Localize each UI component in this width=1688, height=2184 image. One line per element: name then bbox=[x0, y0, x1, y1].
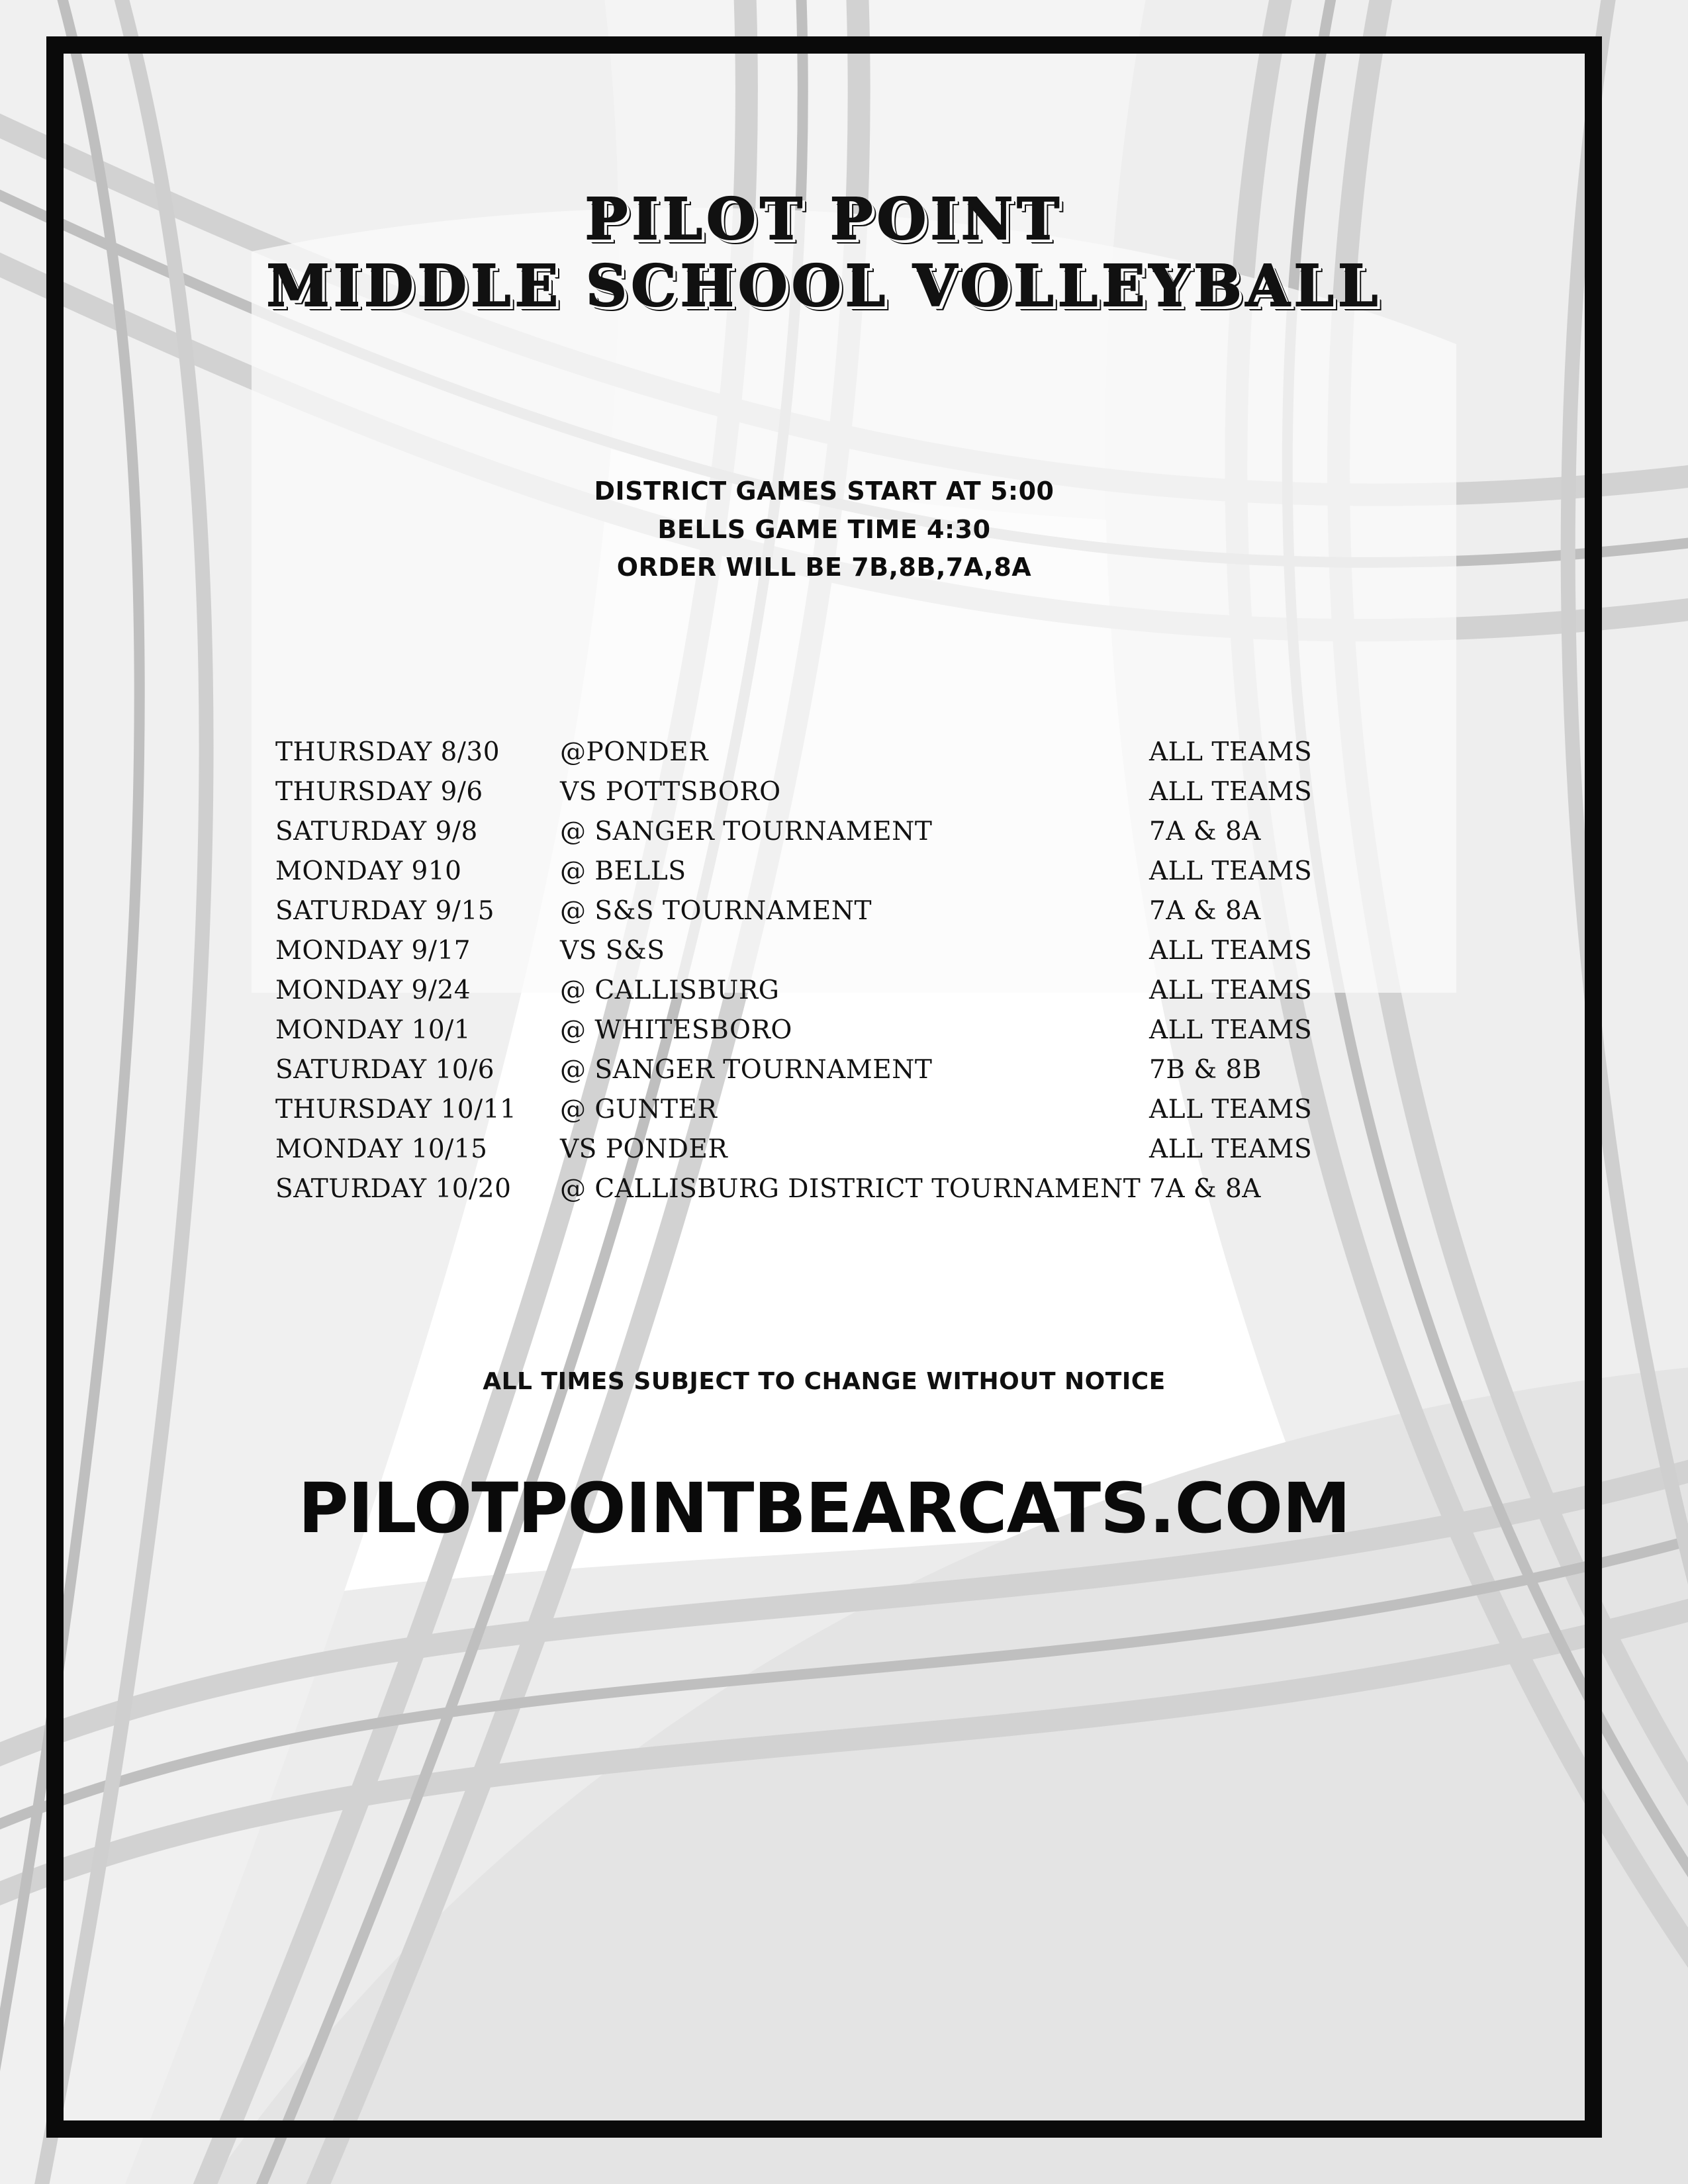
table-row bbox=[275, 852, 1361, 891]
schedule-opponent: VS S&S bbox=[560, 936, 665, 966]
schedule-date: THURSDAY 9/6 bbox=[275, 777, 483, 807]
schedule-date: SATURDAY 10/6 bbox=[275, 1055, 495, 1085]
schedule-date: MONDAY 9/24 bbox=[275, 976, 471, 1006]
schedule-date: SATURDAY 9/15 bbox=[275, 896, 495, 927]
schedule-teams: ALL TEAMS bbox=[1149, 1095, 1313, 1125]
schedule-opponent: @PONDER bbox=[560, 737, 708, 768]
schedule-date: SATURDAY 9/8 bbox=[275, 817, 478, 847]
schedule-teams: ALL TEAMS bbox=[1149, 1134, 1313, 1165]
schedule-teams: ALL TEAMS bbox=[1149, 976, 1313, 1006]
disclaimer-text: ALL TIMES SUBJECT TO CHANGE WITHOUT NOTICE bbox=[483, 1368, 1166, 1396]
schedule-table bbox=[275, 733, 1361, 1209]
website-url: PILOTPOINTBEARCATS.COM bbox=[298, 1468, 1350, 1549]
schedule-date: MONDAY 10/1 bbox=[275, 1015, 471, 1046]
schedule-teams: 7A & 8A bbox=[1149, 817, 1261, 847]
table-row bbox=[275, 931, 1361, 971]
table-row bbox=[275, 971, 1361, 1011]
schedule-opponent: @ WHITESBORO bbox=[560, 1015, 792, 1046]
schedule-date: THURSDAY 8/30 bbox=[275, 737, 500, 768]
info-game-order: ORDER WILL BE 7B,8B,7A,8A bbox=[616, 553, 1032, 582]
schedule-date: MONDAY 910 bbox=[275, 856, 462, 887]
title-line-1: PILOT POINT bbox=[585, 186, 1064, 253]
schedule-teams: 7B & 8B bbox=[1149, 1055, 1262, 1085]
title-line-2: MIDDLE SCHOOL VOLLEYBALL bbox=[266, 253, 1382, 320]
schedule-opponent: @ GUNTER bbox=[560, 1095, 718, 1125]
table-row bbox=[275, 812, 1361, 852]
table-row bbox=[275, 1090, 1361, 1130]
table-row bbox=[275, 1130, 1361, 1169]
schedule-opponent: @ SANGER TOURNAMENT bbox=[560, 817, 933, 847]
schedule-date: THURSDAY 10/11 bbox=[275, 1095, 517, 1125]
table-row bbox=[275, 891, 1361, 931]
info-district-start-time: DISTRICT GAMES START AT 5:00 bbox=[594, 476, 1055, 506]
schedule-opponent: @ S&S TOURNAMENT bbox=[560, 896, 872, 927]
schedule-opponent: @ CALLISBURG DISTRICT TOURNAMENT bbox=[560, 1174, 1141, 1205]
schedule-teams: ALL TEAMS bbox=[1149, 777, 1313, 807]
game-info-block bbox=[64, 473, 1585, 587]
schedule-teams: ALL TEAMS bbox=[1149, 856, 1313, 887]
schedule-date: MONDAY 10/15 bbox=[275, 1134, 488, 1165]
schedule-opponent: @ BELLS bbox=[560, 856, 686, 887]
poster-content bbox=[64, 54, 1585, 2120]
schedule-opponent: @ SANGER TOURNAMENT bbox=[560, 1055, 933, 1085]
schedule-date: MONDAY 9/17 bbox=[275, 936, 471, 966]
table-row bbox=[275, 772, 1361, 812]
table-row bbox=[275, 1169, 1361, 1209]
schedule-opponent: VS POTTSBORO bbox=[560, 777, 781, 807]
schedule-opponent: @ CALLISBURG bbox=[560, 976, 780, 1006]
schedule-teams: ALL TEAMS bbox=[1149, 737, 1313, 768]
page-title bbox=[64, 186, 1585, 320]
schedule-date: SATURDAY 10/20 bbox=[275, 1174, 512, 1205]
schedule-teams: 7A & 8A bbox=[1149, 896, 1261, 927]
table-row bbox=[275, 733, 1361, 772]
table-row bbox=[275, 1050, 1361, 1090]
table-row bbox=[275, 1011, 1361, 1050]
schedule-teams: 7A & 8A bbox=[1149, 1174, 1261, 1205]
schedule-opponent: VS PONDER bbox=[560, 1134, 728, 1165]
schedule-teams: ALL TEAMS bbox=[1149, 1015, 1313, 1046]
schedule-teams: ALL TEAMS bbox=[1149, 936, 1313, 966]
info-bells-game-time: BELLS GAME TIME 4:30 bbox=[657, 514, 991, 544]
